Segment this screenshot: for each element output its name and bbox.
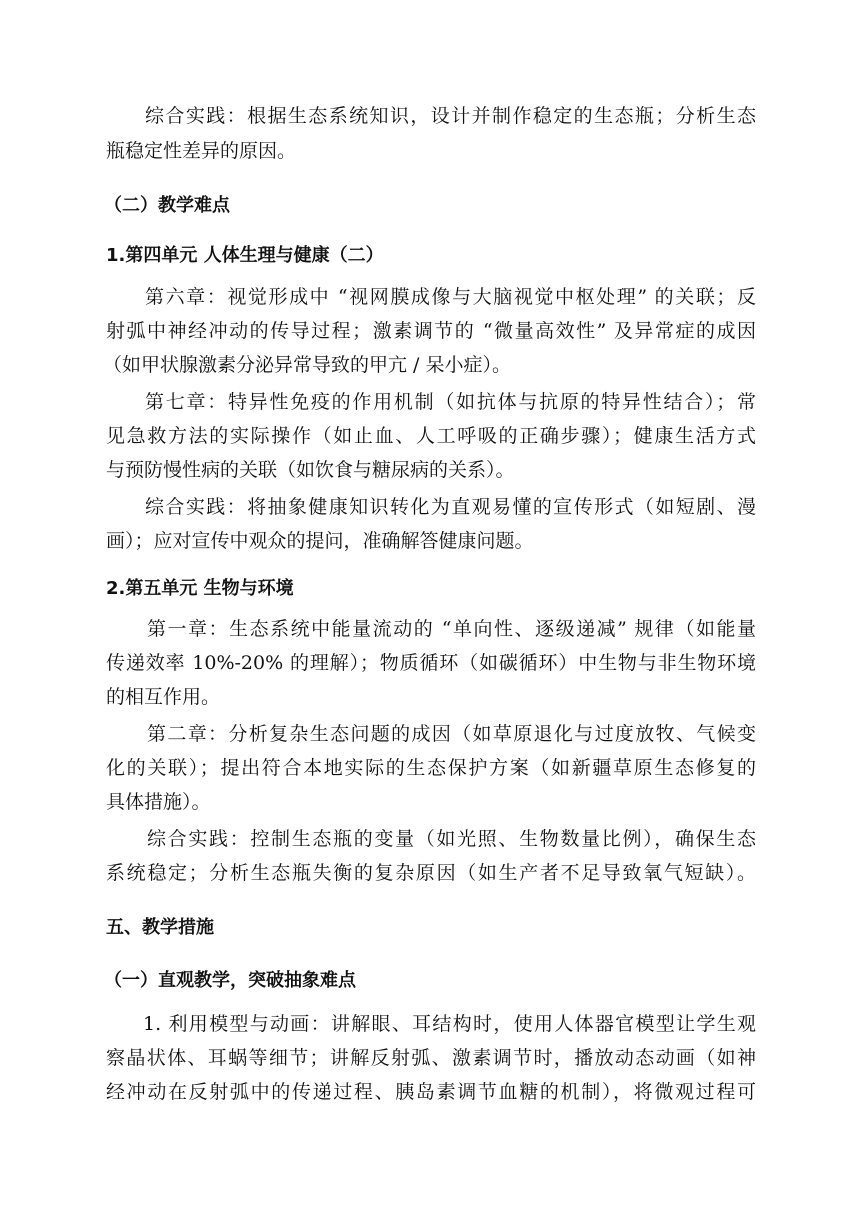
section-heading: 五、教学措施 [106, 917, 214, 938]
paragraph-line: 第一章：生态系统中能量流动的 “单向性、逐级递减” 规律（如能量 [147, 618, 756, 640]
paragraph-line: 具体措施）。 [106, 791, 211, 813]
paragraph-line: 1. 利用模型与动画：讲解眼、耳结构时，使用人体器官模型让学生观 [143, 1013, 756, 1035]
paragraph-line: 系统稳定；分析生态瓶失衡的复杂原因（如生产者不足导致氧气短缺）。 [106, 862, 756, 884]
paragraph-line: （如甲状腺激素分泌异常导致的甲亢 / 呆小症）。 [103, 354, 511, 376]
paragraph-line: 化的关联）；提出符合本地实际的生态保护方案（如新疆草原生态修复的 [106, 757, 756, 779]
paragraph-line: 画）；应对宣传中观众的提问，准确解答健康问题。 [106, 530, 534, 552]
unit-heading: 2.第五单元 生物与环境 [106, 578, 294, 599]
paragraph-line: 综合实践：根据生态系统知识，设计并制作稳定的生态瓶；分析生态 [145, 105, 756, 127]
paragraph-line: 经冲动在反射弧中的传递过程、胰岛素调节血糖的机制），将微观过程可 [106, 1081, 756, 1103]
paragraph-line: 见急救方法的实际操作（如止血、人工呼吸的正确步骤）；健康生活方式 [106, 425, 756, 447]
paragraph-line: 瓶稳定性差异的原因。 [106, 140, 297, 162]
paragraph-line: 的相互作用。 [106, 686, 221, 708]
paragraph-line: 综合实践：控制生态瓶的变量（如光照、生物数量比例），确保生态 [147, 828, 756, 850]
paragraph-line: 第六章：视觉形成中 “视网膜成像与大脑视觉中枢处理” 的关联；反 [145, 286, 756, 308]
paragraph-line: 与预防慢性病的关联（如饮食与糖尿病的关系）。 [106, 459, 515, 481]
paragraph-line: 察晶状体、耳蜗等细节；讲解反射弧、激素调节时，播放动态动画（如神 [106, 1047, 756, 1069]
unit-heading: 1.第四单元 人体生理与健康（二） [106, 245, 384, 266]
paragraph-line: 综合实践：将抽象健康知识转化为直观易懂的宣传形式（如短剧、漫 [145, 496, 756, 518]
paragraph-line: 第七章：特异性免疫的作用机制（如抗体与抗原的特异性结合）；常 [145, 391, 756, 413]
paragraph-line: 第二章：分析复杂生态问题的成因（如草原退化与过度放牧、气候变 [147, 723, 756, 745]
paragraph-line: 射弧中神经冲动的传导过程；激素调节的 “微量高效性” 及异常症的成因 [106, 320, 756, 342]
paragraph-line: 传递效率 10%-20% 的理解）；物质循环（如碳循环）中生物与非生物环境 [106, 652, 756, 674]
section-heading: （二）教学难点 [104, 195, 230, 216]
subsection-heading: （一）直观教学，突破抽象难点 [104, 970, 356, 991]
